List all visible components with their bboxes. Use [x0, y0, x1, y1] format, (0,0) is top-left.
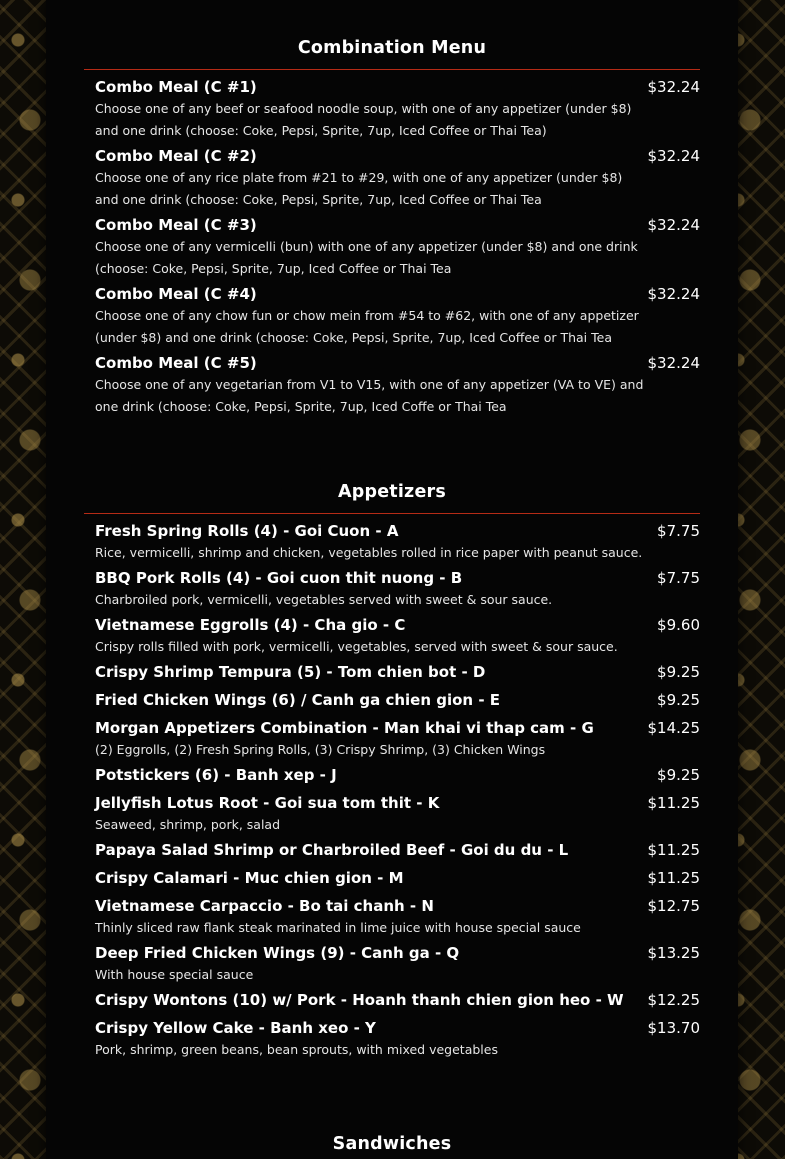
item-price: $11.25 [647, 841, 700, 859]
menu-item-vietnamese-eggrolls[interactable] [95, 612, 700, 658]
menu-item-potstickers[interactable] [95, 762, 700, 789]
item-price: $12.25 [647, 991, 700, 1009]
item-description: Pork, shrimp, green beans, bean sprouts, with mixed vegetables [95, 1042, 498, 1057]
menu-item-combo-c1[interactable] [95, 74, 700, 142]
item-list [84, 70, 700, 418]
item-name: Vietnamese Carpaccio - Bo tai chanh - N [95, 897, 434, 915]
item-description: With house special sauce [95, 967, 254, 982]
item-name: Combo Meal (C #4) [95, 285, 257, 303]
item-price: $7.75 [657, 569, 700, 587]
item-name: BBQ Pork Rolls (4) - Goi cuon thit nuong - B [95, 569, 463, 587]
item-price: $32.24 [647, 147, 700, 165]
menu-item-fresh-spring-rolls[interactable] [95, 518, 700, 564]
item-name: Jellyfish Lotus Root - Goi sua tom thit - K [95, 794, 440, 812]
menu-item-deep-fried-chicken-wings[interactable] [95, 940, 700, 986]
menu-page [46, 0, 738, 1159]
item-name: Fresh Spring Rolls (4) - Goi Cuon - A [95, 522, 399, 540]
menu-item-crispy-wontons[interactable] [95, 987, 700, 1014]
item-name: Morgan Appetizers Combination - Man khai vi thap cam - G [95, 719, 594, 737]
menu-item-crispy-shrimp-tempura[interactable] [95, 659, 700, 686]
item-description: Choose one of any vegetarian from V1 to V15, with one of any appetizer (VA to VE) and one drink (choose: Coke, Pepsi, Sprite, 7up, Iced Coffe or Thai Tea [95, 377, 644, 414]
item-price: $32.24 [647, 78, 700, 96]
item-name: Combo Meal (C #2) [95, 147, 257, 165]
item-description: Choose one of any vermicelli (bun) with one of any appetizer (under $8) and one drink (choose: Coke, Pepsi, Sprite, 7up, Iced Coffee or Thai Tea [95, 239, 638, 276]
item-price: $14.25 [647, 719, 700, 737]
item-price: $32.24 [647, 285, 700, 303]
item-price: $32.24 [647, 216, 700, 234]
menu-item-combo-c2[interactable] [95, 143, 700, 211]
item-name: Crispy Wontons (10) w/ Pork - Hoanh thanh chien gion heo - W [95, 991, 624, 1009]
menu-item-bbq-pork-rolls[interactable] [95, 565, 700, 611]
item-name: Combo Meal (C #5) [95, 354, 257, 372]
menu-item-combo-c5[interactable] [95, 350, 700, 418]
item-price: $11.25 [647, 869, 700, 887]
item-list [84, 514, 700, 1061]
item-price: $13.70 [647, 1019, 700, 1037]
menu-item-vietnamese-carpaccio[interactable] [95, 893, 700, 939]
section-title: Sandwiches [332, 1134, 452, 1154]
item-price: $32.24 [647, 354, 700, 372]
item-price: $9.60 [657, 616, 700, 634]
menu-item-crispy-calamari[interactable] [95, 865, 700, 892]
item-name: Potstickers (6) - Banh xep - J [95, 766, 337, 784]
section-appetizers [84, 480, 700, 1062]
section-title: Appetizers [338, 482, 446, 502]
item-description: Choose one of any beef or seafood noodle soup, with one of any appetizer (under $8) and one drink (choose: Coke, Pepsi, Sprite, 7up, Iced Coffee or Thai Tea) [95, 101, 632, 138]
item-name: Fried Chicken Wings (6) / Canh ga chien gion - E [95, 691, 501, 709]
item-name: Crispy Shrimp Tempura (5) - Tom chien bot - D [95, 663, 486, 681]
item-price: $12.75 [647, 897, 700, 915]
item-name: Crispy Calamari - Muc chien gion - M [95, 869, 404, 887]
item-price: $9.25 [657, 663, 700, 681]
item-price: $13.25 [647, 944, 700, 962]
item-name: Deep Fried Chicken Wings (9) - Canh ga - Q [95, 944, 460, 962]
section-sandwiches [84, 1132, 700, 1156]
menu-item-combo-c3[interactable] [95, 212, 700, 280]
item-description: Choose one of any chow fun or chow mein from #54 to #62, with one of any appetizer (under $8) and one drink (choose: Coke, Pepsi, Sprite, 7up, Iced Coffee or Thai Tea [95, 308, 639, 345]
item-name: Vietnamese Eggrolls (4) - Cha gio - C [95, 616, 406, 634]
item-name: Combo Meal (C #1) [95, 78, 257, 96]
menu-item-fried-chicken-wings[interactable] [95, 687, 700, 714]
menu-item-papaya-salad[interactable] [95, 837, 700, 864]
item-description: Charbroiled pork, vermicelli, vegetables served with sweet & sour sauce. [95, 592, 553, 607]
item-name: Crispy Yellow Cake - Banh xeo - Y [95, 1019, 376, 1037]
section-title: Combination Menu [297, 38, 487, 58]
menu-item-jellyfish-lotus-root[interactable] [95, 790, 700, 836]
item-description: Crispy rolls filled with pork, vermicelli, vegetables, served with sweet & sour sauce. [95, 639, 618, 654]
menu-item-morgan-appetizers-combination[interactable] [95, 715, 700, 761]
section-combination-menu [84, 36, 700, 419]
item-description: Seaweed, shrimp, pork, salad [95, 817, 281, 832]
menu-item-combo-c4[interactable] [95, 281, 700, 349]
item-description: Thinly sliced raw flank steak marinated in lime juice with house special sauce [95, 920, 581, 935]
item-name: Papaya Salad Shrimp or Charbroiled Beef - Goi du du - L [95, 841, 569, 859]
item-price: $11.25 [647, 794, 700, 812]
item-description: Choose one of any rice plate from #21 to #29, with one of any appetizer (under $8) and one drink (choose: Coke, Pepsi, Sprite, 7up, Iced Coffee or Thai Tea [95, 170, 623, 207]
menu-item-crispy-yellow-cake[interactable] [95, 1015, 700, 1061]
item-price: $7.75 [657, 522, 700, 540]
item-description: (2) Eggrolls, (2) Fresh Spring Rolls, (3) Crispy Shrimp, (3) Chicken Wings [95, 742, 546, 757]
item-description: Rice, vermicelli, shrimp and chicken, vegetables rolled in rice paper with peanut sauce. [95, 545, 643, 560]
item-name: Combo Meal (C #3) [95, 216, 257, 234]
item-price: $9.25 [657, 691, 700, 709]
item-price: $9.25 [657, 766, 700, 784]
